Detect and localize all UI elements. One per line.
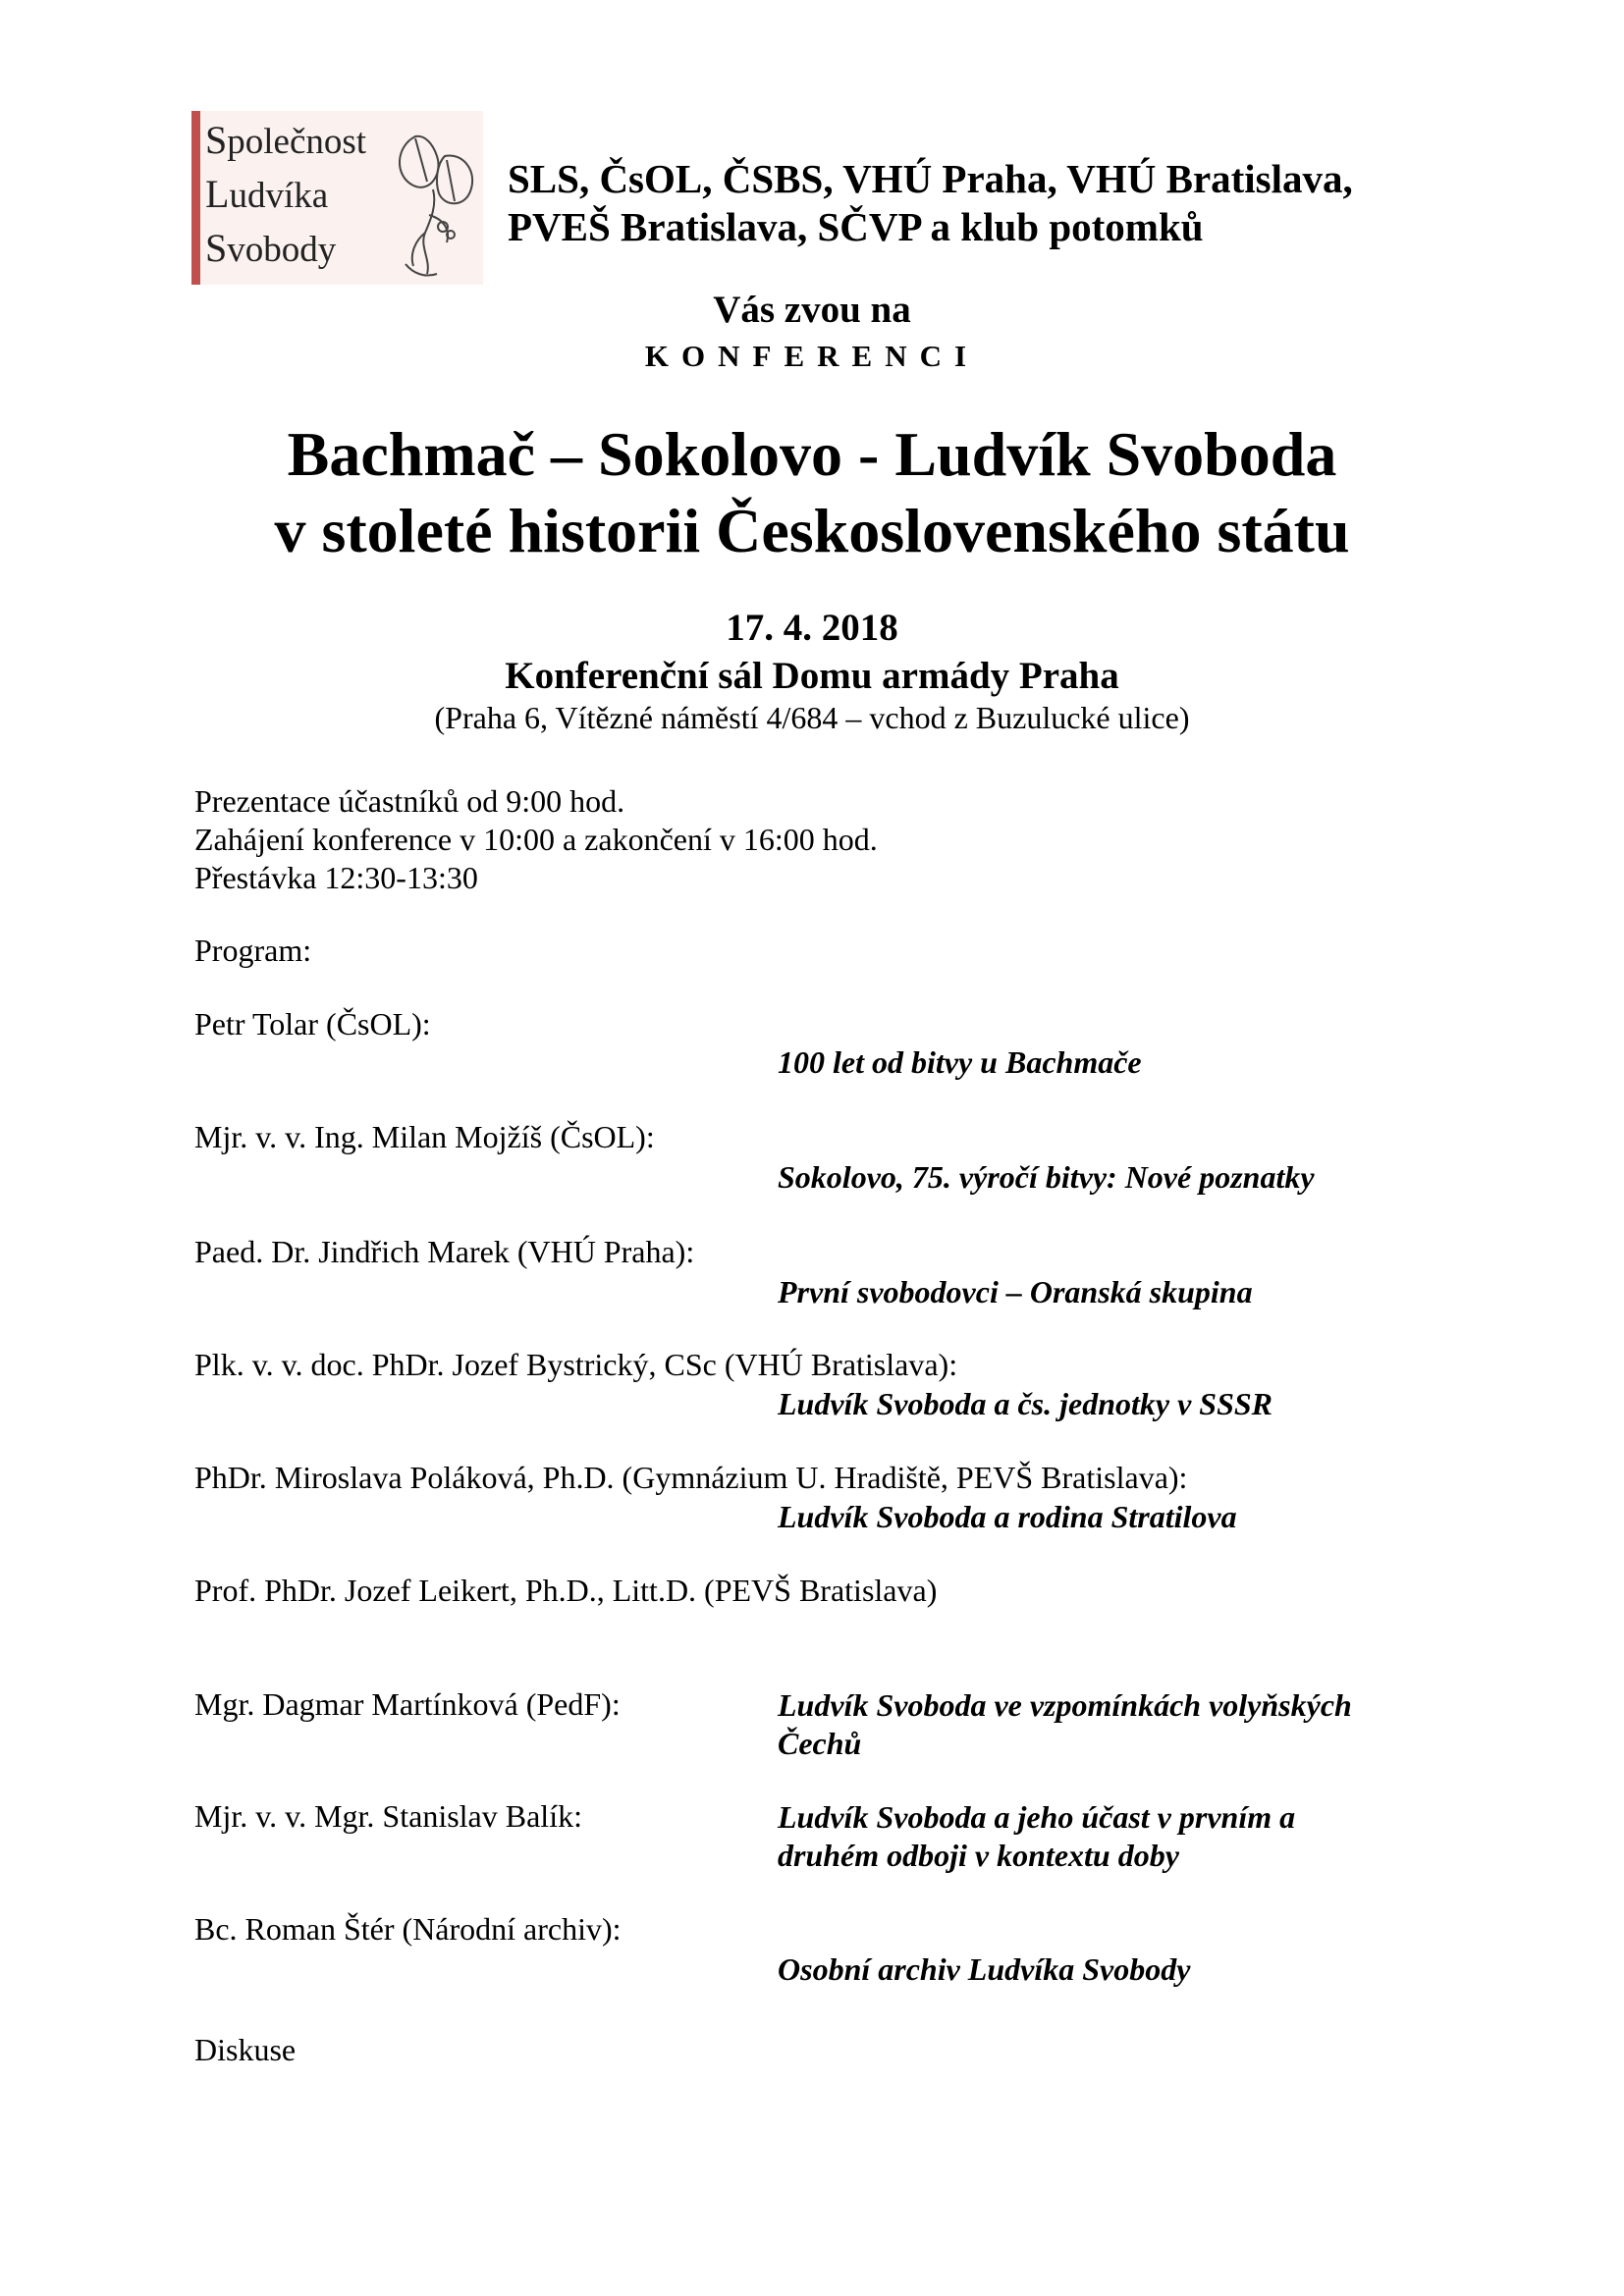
- discussion-item: Diskuse: [194, 2032, 297, 2067]
- speaker: Bc. Roman Štér (Národní archiv):: [194, 1911, 622, 1947]
- organizers: [508, 155, 1353, 251]
- logo-line-2: Ludvíka: [205, 172, 329, 216]
- organizers-line-1: SLS, ČsOL, ČSBS, VHÚ Praha, VHÚ Bratislava,: [508, 156, 1353, 201]
- logo-accent-bar: [191, 111, 200, 285]
- logo-line-3: Svobody: [205, 226, 337, 270]
- speaker: Prof. PhDr. Jozef Leikert, Ph.D., Litt.D. (PEVŠ Bratislava): [194, 1573, 938, 1608]
- talk-title: 100 let od bitvy u Bachmače: [778, 1044, 1142, 1080]
- logo-line-1: Společnost: [205, 118, 367, 162]
- title-line-2: v stoleté historii Československého státu: [274, 496, 1350, 565]
- registration-time: Prezentace účastníků od 9:00 hod.: [194, 783, 625, 819]
- program-label: Program:: [194, 933, 312, 968]
- schedule-info: [194, 782, 878, 897]
- talk-title: Ludvík Svoboda a čs. jednotky v SSSR: [778, 1386, 1273, 1421]
- event-venue: Konferenční sál Domu armády Praha: [505, 655, 1119, 697]
- talk-title: Ludvík Svoboda a rodina Stratilova: [778, 1499, 1237, 1534]
- talk-title: Ludvík Svoboda ve vzpomínkách volyňských Čechů: [778, 1687, 1352, 1761]
- conference-title: [0, 416, 1624, 569]
- event-date: 17. 4. 2018: [726, 607, 898, 649]
- invite-text: Vás zvou na: [713, 289, 911, 331]
- speaker: Mjr. v. v. Ing. Milan Mojžíš (ČsOL):: [194, 1119, 655, 1154]
- speaker: Mgr. Dagmar Martínková (PedF):: [194, 1686, 621, 1722]
- speaker: Mjr. v. v. Mgr. Stanislav Balík:: [194, 1798, 582, 1834]
- talk-title: Sokolovo, 75. výročí bitvy: Nové poznatky: [778, 1159, 1315, 1195]
- venue-address: (Praha 6, Vítězné náměstí 4/684 – vchod z Buzulucké ulice): [434, 700, 1190, 735]
- speaker: PhDr. Miroslava Poláková, Ph.D. (Gymnázium U. Hradiště, PEVŠ Bratislava):: [194, 1460, 1188, 1495]
- organizers-line-2: PVEŠ Bratislava, SČVP a klub potomků: [508, 204, 1204, 249]
- title-line-1: Bachmač – Sokolovo - Ludvík Svoboda: [287, 419, 1337, 489]
- linden-leaf-icon: [386, 117, 480, 282]
- speaker: Plk. v. v. doc. PhDr. Jozef Bystrický, CSc (VHÚ Bratislava):: [194, 1347, 958, 1382]
- talk-title: Osobní archiv Ludvíka Svobody: [778, 1951, 1191, 1987]
- talk-title: Ludvík Svoboda a jeho účast v prvním a druhém odboji v kontextu doby: [778, 1799, 1296, 1873]
- conference-label: KONFERENCI: [644, 339, 980, 373]
- opening-time: Zahájení konference v 10:00 a zakončení v 16:00 hod.: [194, 822, 878, 857]
- speaker: Petr Tolar (ČsOL):: [194, 1006, 431, 1041]
- society-logo: [191, 111, 483, 285]
- speaker: Paed. Dr. Jindřich Marek (VHÚ Praha):: [194, 1234, 695, 1269]
- talk-title: První svobodovci – Oranská skupina: [778, 1274, 1253, 1309]
- break-time: Přestávka 12:30-13:30: [194, 860, 478, 895]
